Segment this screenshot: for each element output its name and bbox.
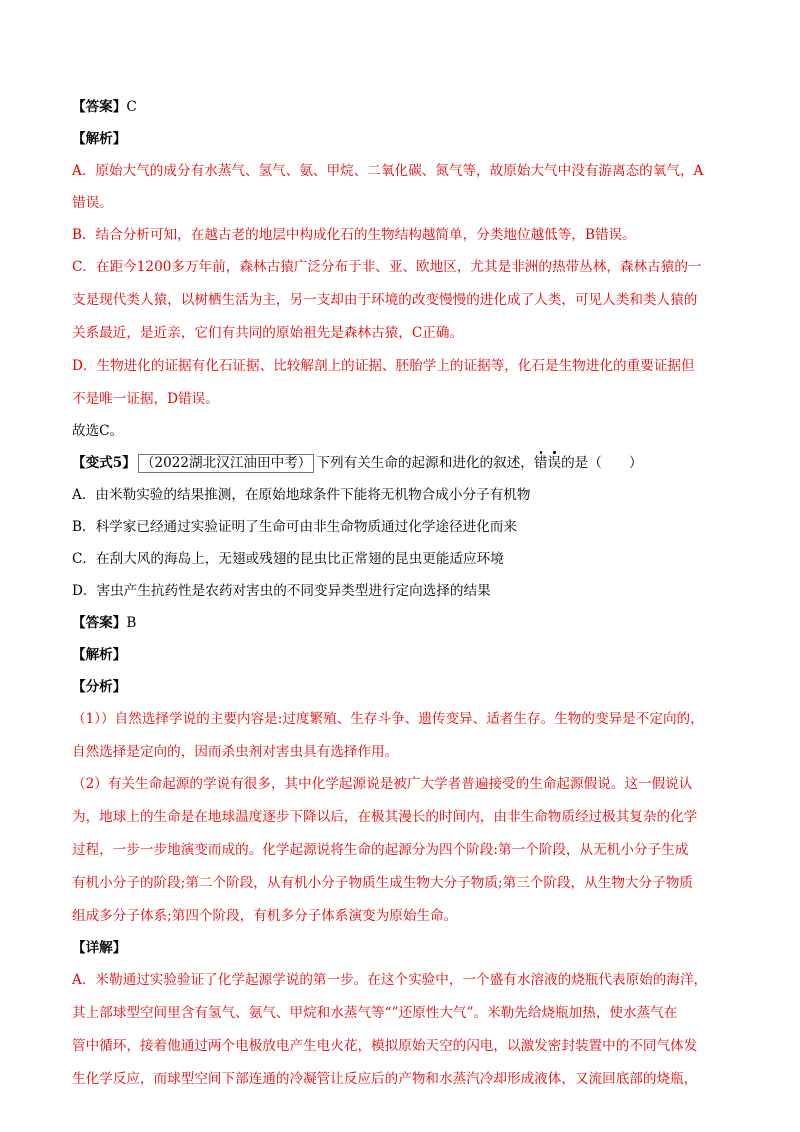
option-b: B．科学家已经通过实验证明了生命可由非生命物质通过化学途径进化而来 <box>72 519 517 535</box>
xiangjie-line: 管中循环，接着他通过两个电极放电产生电火花，模拟原始天空的闪电，以激发密封装置中的不同气体发 <box>72 1038 698 1054</box>
option-a: A．由米勒实验的结果推测，在原始地球条件下能将无机物合成小分子有机物 <box>72 487 531 503</box>
analysis-line: 错误。 <box>72 195 113 211</box>
analysis-label: 【解析】 <box>72 131 127 147</box>
stem-text-end: 的是（ ） <box>561 455 643 471</box>
answer-label: 【答案】 <box>72 99 127 115</box>
answer-value: B <box>126 615 137 631</box>
fenxi-line: 过程，一步一步地演变而成的。化学起源说将生命的起源分为四个阶段:第一个阶段，从无机小分子生成 <box>72 842 689 858</box>
fenxi-line: 为，地球上的生命是在地球温度逐步下降以后，在极其漫长的时间内，由非生命物质经过极其复杂的化学 <box>72 809 698 825</box>
emphasis-char: 误 <box>547 455 562 471</box>
question-stem <box>72 453 734 473</box>
analysis-line: 支是现代类人猿，以树栖生活为主，另一支却由于环境的改变慢慢的进化成了人类，可见人类和类人猿的 <box>72 292 698 308</box>
analysis-line: 关系最近，是近亲，它们有共同的原始祖先是森林古猿，C正确。 <box>72 325 464 341</box>
analysis-line: B．结合分析可知，在越古老的地层中构成化石的生物结构越简单，分类地位越低等，B错误。 <box>72 227 636 243</box>
answer-value: C <box>126 99 137 115</box>
fenxi-line: 有机小分子的阶段;第二个阶段，从有机小分子物质生成生物大分子物质;第三个阶段，从生物大分子物质 <box>72 875 693 891</box>
answer-line <box>72 97 734 117</box>
analysis-line: C．在距今1200多万年前，森林古猿广泛分布于非、亚、欧地区，尤其是非洲的热带丛林，森林古猿的一 <box>72 259 702 275</box>
fenxi-line: 组成多分子体系;第四个阶段，有机多分子体系演变为原始生命。 <box>72 908 458 924</box>
option-c: C．在刮大风的海岛上，无翅或残翅的昆虫比正常翅的昆虫更能适应环境 <box>72 551 504 567</box>
fenxi-line: （2）有关生命起源的学说有很多，其中化学起源说是被广大学者普遍接受的生命起源假说。这一假说认 <box>72 776 693 792</box>
xiangjie-line: A．米勒通过实验验证了化学起源学说的第一步。在这个实验中，一个盛有水溶液的烧瓶代表原始的海洋， <box>72 972 708 988</box>
answer-line <box>72 613 734 633</box>
analysis-line: D．生物进化的证据有化石证据、比较解剖上的证据、胚胎学上的证据等，化石是生物进化的重要证据但 <box>72 358 695 374</box>
source-tag: （2022湖北汉江油田中考） <box>138 454 315 473</box>
emphasis-char: 错 <box>533 455 548 471</box>
xiangjie-label: 【详解】 <box>72 940 127 956</box>
xiangjie-line: 生化学反应，而球型空间下部连通的冷凝管让反应后的产物和水蒸汽冷却形成液体，又流回底部的烧瓶， <box>72 1071 698 1087</box>
analysis-label: 【解析】 <box>72 647 127 663</box>
fenxi-line: （1））自然选择学说的主要内容是:过度繁殖、生存斗争、遗传变异、适者生存。生物的变异是不定向的， <box>72 711 704 727</box>
analysis-line: A．原始大气的成分有水蒸气、氢气、氨、甲烷、二氧化碳、氮气等，故原始大气中没有游离态的氧气，A <box>72 163 704 179</box>
option-d: D．害虫产生抗药性是农药对害虫的不同变异类型进行定向选择的结果 <box>72 583 491 599</box>
conclusion-line: 故选C。 <box>72 423 124 439</box>
fenxi-label: 【分析】 <box>72 679 127 695</box>
answer-label: 【答案】 <box>72 615 127 631</box>
fenxi-line: 自然选择是定向的，因而杀虫剂对害虫具有选择作用。 <box>72 744 399 760</box>
xiangjie-line: 其上部球型空间里含有氢气、氨气、甲烷和水蒸气等“”还原性大气”。米勒先给烧瓶加热，使水蒸气在 <box>72 1005 678 1021</box>
analysis-line: 不是唯一证据，D错误。 <box>72 391 219 407</box>
stem-text: 下列有关生命的起源和进化的叙述， <box>316 455 534 471</box>
question-title: 【变式5】 <box>72 455 136 471</box>
